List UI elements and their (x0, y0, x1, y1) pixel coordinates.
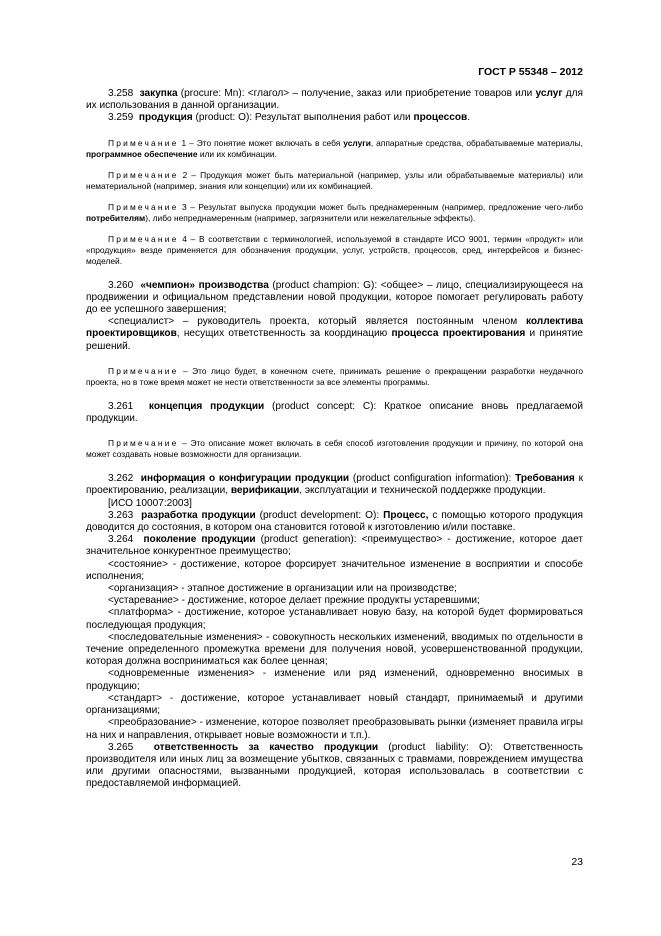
term-3-260 (86, 280, 583, 317)
list-item: <одновременные изменения> - изменение или ряд изменений, одновременно вносимых в продукцию; (86, 668, 583, 692)
term-number: 3.262 (108, 473, 134, 485)
note-text: 1 – Это понятие может включать в себя (178, 137, 344, 148)
term-title: «чемпион» производства (140, 279, 269, 291)
term-3-259 (86, 112, 583, 124)
term-3-260-specialist (86, 316, 583, 353)
note-text: 2 – Продукция может быть материальной (например, узлы или обрабатываемые материалы) или нематериальной (например, знания или концепции) или их комбинацией. (86, 169, 583, 191)
term-title: разработка продукции (141, 509, 256, 521)
note-text: 4 – В соответствии с терминологией, используемой в стандарте ИСО 9001, термин «продукт» или «продукция» везде применяется для обозначения продукции, услуг, устройств, процессов, сред, интерфейсов и бизнес-моделей. (86, 233, 583, 266)
term-text: для их использования в данной организации. (86, 88, 583, 112)
list-item: <преобразование> - изменение, которое позволяет преобразовывать рынки (изменяет правила игры на них и направления, открывает новые возможности и т.п.). (86, 717, 583, 741)
term-link: процесса проектирования (391, 328, 526, 340)
term-text: , эксплуатации и технической поддержке продукции. (299, 485, 546, 497)
list-item: <организация> - этапное достижение в организации или на производстве; (108, 583, 457, 595)
term-title: ответственность за качество продукции (153, 741, 379, 753)
term-text: <специалист> – руководитель проекта, который является постоянным членом (108, 316, 526, 328)
note-label: Примечание (108, 137, 179, 148)
term-text: (product champion: G): <общее> – лицо, специализирующееся на продвижении и официальном представлении новой продукции, которое помогает регулировать работу до ее успешного завершения; (86, 279, 583, 316)
term-3-262 (86, 473, 583, 497)
list-item: <состояние> - достижение, которое форсирует значительное изменение в восприятии и способе исполнения; (86, 558, 583, 582)
note-1 (86, 138, 583, 160)
term-3-261 (86, 401, 583, 425)
term-3-258 (86, 88, 583, 112)
note-3-261 (86, 438, 583, 460)
page-content (86, 88, 583, 791)
term-text: (product: O): Результат выполнения работ или (192, 112, 414, 124)
note-link: услуги (343, 137, 371, 148)
term-text: и принятие решений. (86, 328, 583, 352)
term-3-263 (86, 510, 583, 534)
term-title: концепция продукции (148, 400, 265, 412)
term-number: 3.265 (108, 741, 134, 753)
term-text: (product liability: O): Ответственность производителя или иных лиц за возмещение убытков, связанных с травмами, повреждением имущества или другими опасностями, вызванными продукцией, которая использовалась в соответствии с предоставляемой информацией. (86, 741, 583, 790)
note-label: Примечание (108, 365, 179, 376)
term-link: Процесс, (383, 509, 429, 521)
term-number: 3.261 (108, 400, 134, 412)
list-item: <устаревание> - достижение, которое делает прежние продукты устаревшими; (108, 595, 480, 607)
term-title: поколение продукции (143, 534, 256, 546)
term-text: с помощью которого продукция доводится до состояния, в котором она становится готовой к изготовлению и/или поставке. (86, 509, 584, 534)
list-item: <стандарт> - достижение, которое устанавливает новый стандарт, принимаемый и другими организациями; (86, 692, 583, 717)
note-text: 3 – Результат выпуска продукции может быть преднамеренным (например, предложение чего-либо (178, 201, 583, 212)
note-label: Примечание (108, 233, 179, 244)
note-text: ), либо непреднамеренным (например, загрязнители или нежелательные эффекты). (145, 212, 476, 223)
list-item: <последовательные изменения> - совокупность нескольких изменений, вводимых по отдельности в течение определенного промежутка времени для получения новой, усовершенствованной продукции, которая должна восприниматься как более ценная; (86, 631, 583, 668)
note-label: Примечание (108, 201, 179, 212)
term-link: верификации (230, 485, 300, 497)
note-text: – Это лицо будет, в конечном счете, принимать решение о прекращении разработки неудачного проекта, но в тоже время может не нести ответственности за все элементы программы. (86, 365, 583, 387)
term-text: (product generation): <преимущество> - достижение, которое дает значительное конкурентное преимущество; (86, 534, 584, 558)
term-number: 3.264 (108, 534, 134, 546)
list-item: <платформа> - достижение, которое устанавливает новую базу, на которой будет формироваться последующая продукция; (86, 607, 583, 631)
term-text: (procure: Mn): <глагол> – получение, заказ или приобретение товаров или (177, 88, 536, 99)
term-link: процессов (413, 112, 468, 124)
term-number: 3.258 (108, 88, 134, 99)
term-title: продукция (138, 112, 193, 124)
term-text: . (467, 112, 471, 124)
note-link: программное обеспечение (86, 148, 198, 159)
note-4 (86, 234, 583, 267)
term-number: 3.260 (108, 279, 134, 291)
note-2 (86, 170, 583, 192)
term-text: (product development: O): (255, 509, 384, 521)
term-text: к проектированию, реализации, (86, 473, 583, 497)
note-3-260 (86, 366, 583, 388)
term-link: услуг (535, 88, 563, 99)
note-label: Примечание (108, 438, 179, 449)
note-3 (86, 202, 583, 224)
note-label: Примечание (108, 169, 179, 180)
note-text: , аппаратные средства, обрабатываемые материалы, (370, 137, 583, 148)
term-text: , несущих ответственность за координацию (176, 328, 392, 340)
term-link: Требования (515, 473, 575, 485)
term-3-264 (86, 534, 583, 558)
note-text: – Это описание может включать в себя способ изготовления продукции и причину, по которой она может создавать новые возможности для организации. (86, 438, 583, 460)
note-link: потребителям (86, 212, 146, 223)
term-number: 3.263 (108, 509, 134, 521)
term-text: (product concept: C): Краткое описание вновь предлагаемой продукции. (86, 400, 583, 425)
term-title: информация о конфигурации продукции (140, 473, 350, 485)
term-text: (product configuration information): (349, 473, 516, 485)
term-number: 3.259 (108, 112, 134, 124)
term-link: коллектива проектировщиков (86, 316, 583, 340)
term-title: закупка (139, 88, 178, 99)
standard-header: ГОСТ Р 55348 – 2012 (478, 66, 583, 78)
note-text: или их комбинации. (197, 148, 277, 159)
page-number: 23 (571, 856, 583, 868)
term-3-265 (86, 742, 583, 791)
reference: [ИСО 10007:2003] (108, 497, 192, 509)
